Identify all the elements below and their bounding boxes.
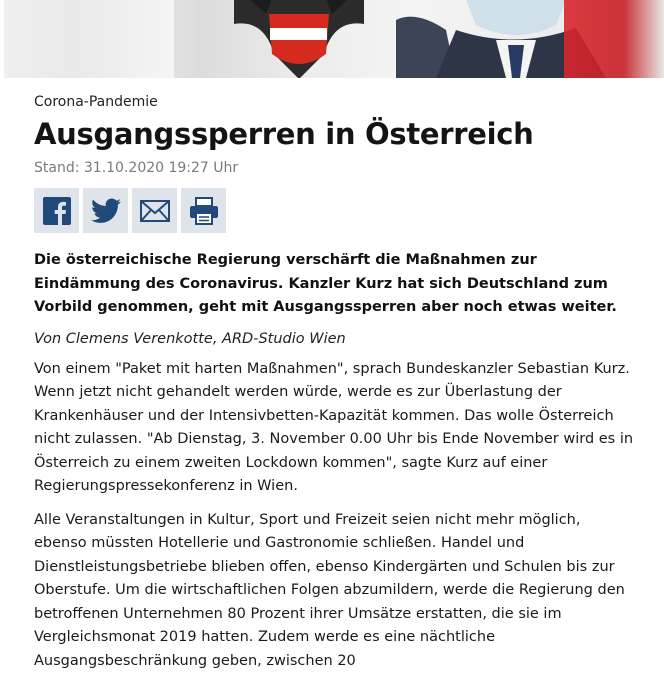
hero-flag-red	[564, 0, 664, 78]
article	[34, 92, 634, 673]
austrian-eagle-emblem	[214, 0, 384, 78]
article-author: Von Clemens Verenkotte, ARD-Studio Wien	[34, 328, 634, 350]
share-facebook-button[interactable]	[34, 188, 79, 233]
twitter-icon	[91, 198, 121, 224]
article-timestamp: Stand: 31.10.2020 19:27 Uhr	[34, 158, 634, 178]
facebook-icon	[43, 197, 71, 225]
print-button[interactable]	[181, 188, 226, 233]
article-paragraph: Von einem "Paket mit harten Maßnahmen", sprach Bundeskanzler Sebastian Kurz. Wenn jetzt nicht gehandelt werden würde, werde es zur Überlastung der Krankenhäuser und der Intensivbetten-Kapazität kommen. Das wolle Österreich nicht zulassen. "Ab Dienstag, 3. November 0.00 Uhr bis Ende November wird es in Österreich zu einem zweiten Lockdown kommen", sagte Kurz auf einer Regierungspressekonferenz in Wien.	[34, 358, 634, 499]
header-image	[4, 0, 664, 78]
article-kicker: Corona-Pandemie	[34, 92, 634, 112]
share-mail-button[interactable]	[132, 188, 177, 233]
article-lead: Die österreichische Regierung verschärft die Maßnahmen zur Eindämmung des Coronavirus. Kanzler Kurz hat sich Deutschland zum Vorbild genommen, geht mit Ausgangssperren aber noch etwas weiter.	[34, 249, 634, 320]
share-toolbar	[34, 188, 634, 233]
article-title: Ausgangssperren in Österreich	[34, 116, 634, 152]
share-twitter-button[interactable]	[83, 188, 128, 233]
print-icon	[189, 197, 219, 225]
mail-icon	[140, 200, 170, 222]
article-paragraph: Alle Veranstaltungen in Kultur, Sport und Freizeit seien nicht mehr möglich, ebenso müssten Hotellerie und Gastronomie schließen. Handel und Dienstleistungsbetriebe blieben offen, ebenso Kindergärten und Schulen bis zur Oberstufe. Um die wirtschaftlichen Folgen abzumildern, werde die Regierung den betroffenen Unternehmen 80 Prozent ihrer Umsätze erstatten, die sie im Vergleichsmonat 2019 hatten. Zudem werde es eine nächtliche Ausgangsbeschränkung geben, zwischen 20	[34, 509, 634, 673]
hero-background-left	[4, 0, 174, 78]
